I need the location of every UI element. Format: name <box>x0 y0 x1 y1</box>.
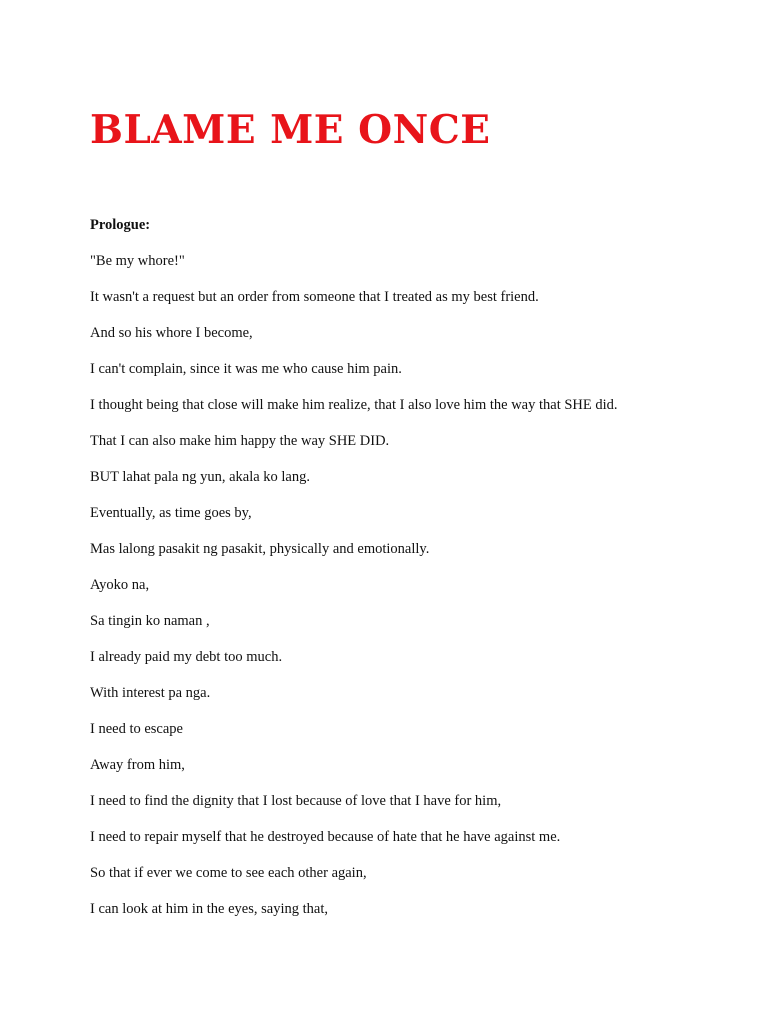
text-line: I already paid my debt too much. <box>90 649 283 665</box>
prologue-heading: Prologue: <box>90 217 151 233</box>
text-line: And so his whore I become, <box>90 325 253 341</box>
text-line: So that if ever we come to see each other again, <box>90 865 367 881</box>
text-line: I can't complain, since it was me who cause him pain. <box>90 361 402 377</box>
text-line: I need to find the dignity that I lost because of love that I have for him, <box>90 793 502 809</box>
text-line: I need to escape <box>90 721 183 737</box>
text-line: That I can also make him happy the way SHE DID. <box>90 433 390 449</box>
text-line: Ayoko na, <box>90 577 150 593</box>
text-line: Eventually, as time goes by, <box>90 505 252 521</box>
text-line: "Be my whore!" <box>90 253 185 269</box>
text-line: I thought being that close will make him realize, that I also love him the way that SHE did. <box>90 397 618 413</box>
text-line: Mas lalong pasakit ng pasakit, physically and emotionally. <box>90 541 430 557</box>
prologue-text <box>90 207 730 927</box>
document-title: BLAME ME ONCE <box>90 107 491 153</box>
text-line: I need to repair myself that he destroyed because of hate that he have against me. <box>90 829 561 845</box>
text-line: I can look at him in the eyes, saying that, <box>90 901 328 917</box>
text-line: Away from him, <box>90 757 185 773</box>
text-line: It wasn't a request but an order from someone that I treated as my best friend. <box>90 289 539 305</box>
text-line: BUT lahat pala ng yun, akala ko lang. <box>90 469 310 485</box>
text-line: Sa tingin ko naman , <box>90 613 210 629</box>
text-line: With interest pa nga. <box>90 685 211 701</box>
